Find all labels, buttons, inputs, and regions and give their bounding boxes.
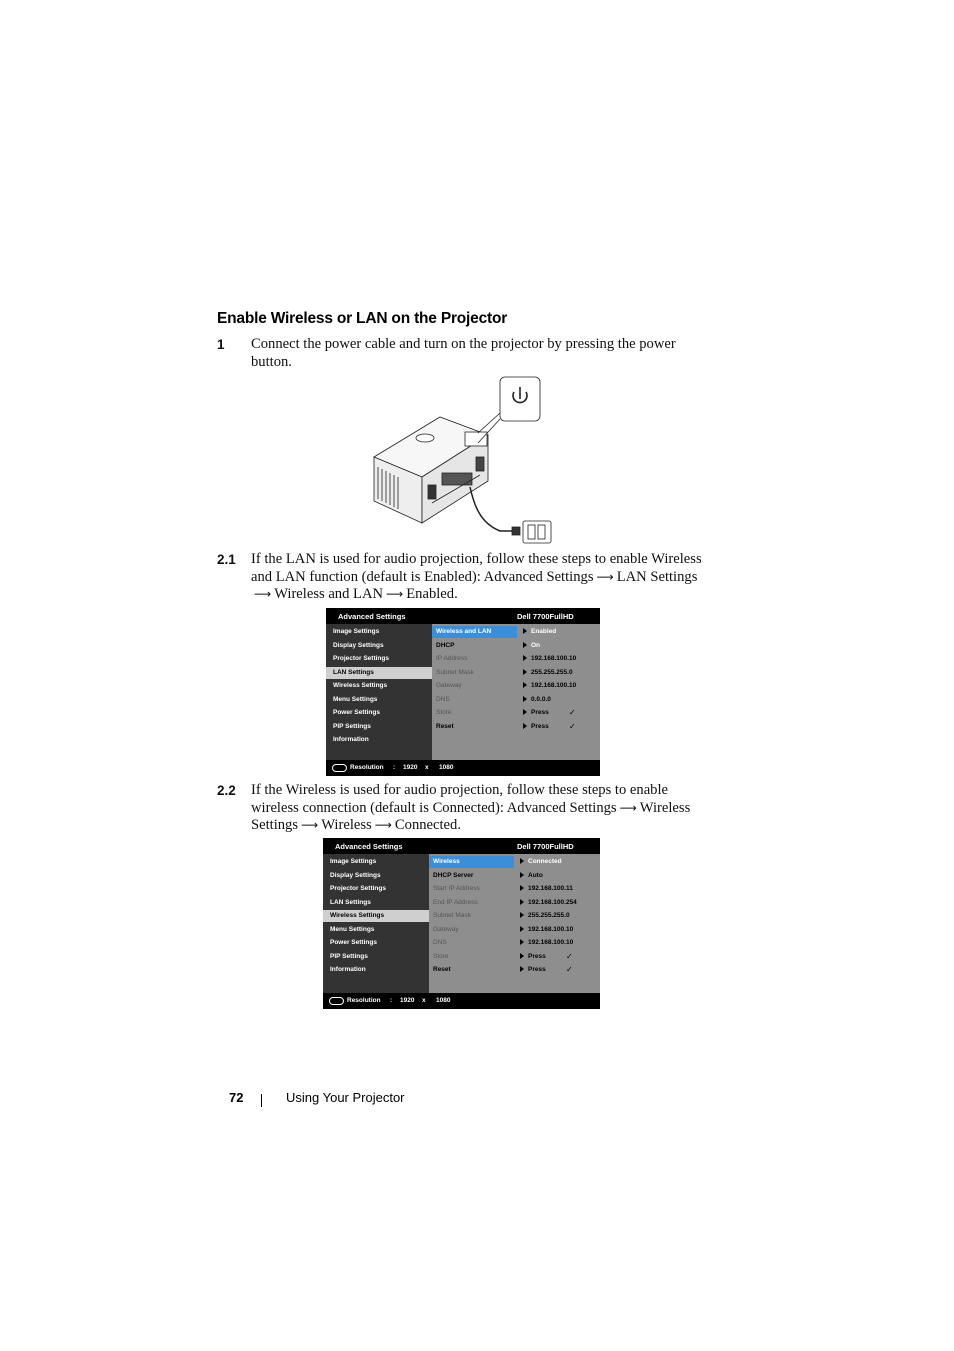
osd-menu-item[interactable]: Menu Settings (330, 925, 375, 933)
triangle-right-icon (523, 696, 527, 702)
arrow-right-icon: ⟶ (386, 587, 404, 601)
osd-setting-value[interactable] (517, 721, 597, 733)
osd-setting-value[interactable] (517, 653, 597, 665)
osd-title: Advanced Settings (335, 842, 403, 851)
osd-setting-value[interactable] (514, 883, 594, 895)
osd-menu-item[interactable]: Projector Settings (333, 655, 389, 662)
osd-menu-item[interactable]: Image Settings (330, 858, 377, 865)
triangle-right-icon (523, 669, 527, 675)
osd-title: Advanced Settings (338, 612, 406, 621)
osd-value-text: 255.255.255.0 (528, 912, 570, 919)
triangle-right-icon (523, 642, 527, 648)
triangle-right-icon (520, 926, 524, 932)
osd-menu-item[interactable]: Power Settings (333, 709, 380, 716)
osd-value-text: 255.255.255.0 (531, 668, 573, 676)
osd-setting-item[interactable]: Wireless and LAN (432, 626, 517, 638)
osd-wireless-settings: Advanced Settings Dell 7700FullHD Image Settings Display Settings Projector Settings LAN Settings Wireless Settings Menu Settings Power Settings PIP Settings Information Wireless DHCP Server Start IP Address End IP Address Subnet Mask Gateway DNS Store Reset Connected Auto 192.168.100.11 192.168.100.254 255.255.255.0 192.168.100.10 192.168.100.10 Press ✓ Press ✓ Resolution : 1920 x 1080 (323, 838, 600, 1009)
arrow-right-icon: ⟶ (374, 818, 392, 832)
osd-setting-value[interactable] (517, 707, 597, 719)
step-2-2 (217, 782, 717, 835)
osd-value-text: Auto (528, 871, 543, 879)
osd-setting-item[interactable]: Start IP Address (433, 885, 480, 892)
osd-setting-value[interactable] (514, 924, 594, 936)
osd-setting-value[interactable] (517, 640, 597, 652)
osd-setting-item[interactable]: DHCP Server (433, 871, 474, 879)
osd-setting-value[interactable] (514, 870, 594, 882)
osd-menu-item[interactable]: PIP Settings (333, 722, 371, 730)
osd-menu-item[interactable]: Information (330, 966, 366, 973)
osd-value-text: Enabled (531, 628, 557, 635)
osd-setting-item[interactable]: Store (433, 952, 449, 960)
osd-items (429, 854, 514, 993)
triangle-right-icon (520, 899, 524, 905)
osd-value-text: 0.0.0.0 (531, 695, 551, 703)
osd-setting-value[interactable] (514, 951, 594, 963)
osd-setting-value[interactable] (517, 626, 597, 638)
triangle-right-icon (520, 953, 524, 959)
osd-menu-item[interactable]: LAN Settings (330, 898, 371, 906)
arrow-right-icon: ⟶ (596, 569, 614, 584)
lan-term: LAN (285, 551, 316, 567)
osd-value-text: 192.168.100.254 (528, 898, 577, 906)
footer-section: Using Your Projector (286, 1090, 405, 1105)
checkmark-icon: ✓ (566, 951, 573, 961)
step-text: If the Wireless is used for audio projection, follow these steps to enable wireless connection (default is Connected): Advanced Settings ⟶ Wireless Settings ⟶ Wireless ⟶ Connected. (251, 782, 691, 833)
triangle-right-icon (520, 939, 524, 945)
osd-menu-item[interactable]: LAN Settings (326, 667, 432, 679)
osd-value-text: 192.168.100.10 (528, 925, 574, 933)
triangle-right-icon (520, 872, 524, 878)
osd-model: Dell 7700FullHD (517, 612, 574, 621)
osd-menu-item[interactable]: Menu Settings (333, 695, 378, 703)
triangle-right-icon (523, 682, 527, 688)
osd-setting-value[interactable] (514, 937, 594, 949)
page-number: 72 (229, 1090, 244, 1105)
osd-setting-item[interactable]: Reset (436, 722, 454, 730)
checkmark-icon: ✓ (569, 721, 576, 731)
osd-menu-item[interactable]: Display Settings (333, 641, 384, 649)
checkmark-icon: ✓ (569, 708, 576, 717)
step-number: 2.1 (217, 552, 236, 567)
triangle-right-icon (520, 858, 524, 864)
osd-setting-value[interactable] (517, 680, 597, 692)
step-number: 1 (217, 337, 225, 352)
default-value: Connected (432, 799, 495, 816)
osd-menu (326, 624, 432, 760)
triangle-right-icon (523, 723, 527, 729)
osd-menu-item[interactable]: PIP Settings (330, 952, 368, 960)
osd-menu (323, 854, 429, 993)
osd-setting-item[interactable]: Reset (433, 966, 451, 973)
osd-setting-item[interactable]: Wireless (429, 856, 514, 868)
step-1 (217, 336, 717, 371)
arrow-right-icon: ⟶ (254, 587, 272, 601)
osd-setting-value[interactable] (514, 897, 594, 909)
osd-setting-item[interactable]: Subnet Mask (433, 912, 471, 919)
osd-menu-item[interactable]: Wireless Settings (323, 910, 429, 922)
osd-setting-value[interactable] (514, 856, 594, 868)
osd-lan-settings: Advanced Settings Dell 7700FullHD Image Settings Display Settings Projector Settings LAN Settings Wireless Settings Menu Settings Power Settings PIP Settings Information Wireless and LAN DHCP IP Address Subnet Mask Gateway DNS Store Reset Enabled On 192.168.100.10 255.255.255.0 192.168.100.10 0.0.0.0 Press ✓ Press ✓ Resolution : 1920 x 1080 (326, 608, 600, 776)
osd-menu-item[interactable]: Information (333, 736, 369, 743)
osd-setting-item[interactable]: Subnet Mask (436, 668, 474, 676)
osd-value-text: Press (528, 966, 546, 973)
step-text: Connect the power cable and turn on the projector by pressing the power button. (251, 336, 676, 370)
footer-divider (261, 1094, 262, 1107)
resolution-width: 1920 (403, 764, 418, 771)
resolution-label: Resolution (347, 997, 381, 1004)
step-2-1 (217, 551, 717, 604)
arrow-right-icon: ⟶ (301, 818, 319, 832)
osd-setting-value[interactable] (517, 694, 597, 706)
projector-power-illustration (370, 375, 556, 547)
osd-menu-item[interactable]: Image Settings (333, 628, 380, 635)
osd-model: Dell 7700FullHD (517, 842, 574, 851)
osd-menu-item[interactable]: Power Settings (330, 939, 377, 946)
triangle-right-icon (523, 709, 527, 715)
resolution-width: 1920 (400, 997, 415, 1004)
osd-value-text: Connected (528, 858, 562, 865)
osd-setting-item[interactable]: DNS (433, 939, 447, 946)
osd-value-text: Press (528, 952, 546, 960)
osd-menu-item[interactable]: Display Settings (330, 871, 381, 879)
osd-setting-item[interactable]: DNS (436, 695, 450, 703)
resolution-icon (329, 997, 344, 1005)
triangle-right-icon (520, 885, 524, 891)
osd-setting-value[interactable] (514, 910, 594, 922)
osd-value-text: Press (531, 709, 549, 716)
section-heading: Enable Wireless or LAN on the Projector (217, 310, 508, 327)
resolution-icon (332, 764, 347, 772)
osd-setting-item[interactable]: Gateway (433, 925, 459, 933)
osd-menu-item[interactable]: Projector Settings (330, 885, 386, 892)
triangle-right-icon (523, 628, 527, 634)
resolution-height: 1080 (439, 764, 454, 771)
osd-setting-item[interactable]: IP Address (436, 655, 468, 662)
osd-values (517, 624, 600, 760)
checkmark-icon: ✓ (566, 965, 573, 974)
osd-value-text: 192.168.100.10 (531, 655, 577, 662)
step-text: If the LAN is used for audio projection, follow these steps to enable Wireless and LAN function (default is Enabled): Advanced Settings ⟶ LAN Settings⟶ Wireless and LAN ⟶ Enabled. (251, 551, 702, 602)
resolution-label: Resolution (350, 764, 384, 771)
osd-value-text: 192.168.100.10 (528, 939, 574, 946)
default-value: Enabled (424, 568, 472, 585)
resolution-height: 1080 (436, 997, 451, 1004)
osd-setting-value[interactable] (514, 964, 594, 976)
osd-items (432, 624, 517, 760)
osd-value-text: 192.168.100.11 (528, 885, 573, 892)
triangle-right-icon (520, 966, 524, 972)
osd-values (514, 854, 600, 993)
osd-setting-item[interactable]: Gateway (436, 682, 462, 689)
osd-menu-item[interactable]: Wireless Settings (333, 682, 388, 689)
triangle-right-icon (520, 912, 524, 918)
triangle-right-icon (523, 655, 527, 661)
osd-setting-value[interactable] (517, 667, 597, 679)
osd-setting-item[interactable]: Store (436, 709, 452, 716)
osd-setting-item[interactable]: End IP Address (433, 898, 478, 906)
wireless-term: Wireless (285, 782, 337, 798)
step-number: 2.2 (217, 783, 236, 798)
arrow-right-icon: ⟶ (619, 800, 637, 815)
osd-setting-item[interactable]: DHCP (436, 641, 455, 649)
osd-value-text: On (531, 641, 541, 649)
osd-value-text: Press (531, 722, 549, 730)
osd-value-text: 192.168.100.10 (531, 682, 577, 689)
